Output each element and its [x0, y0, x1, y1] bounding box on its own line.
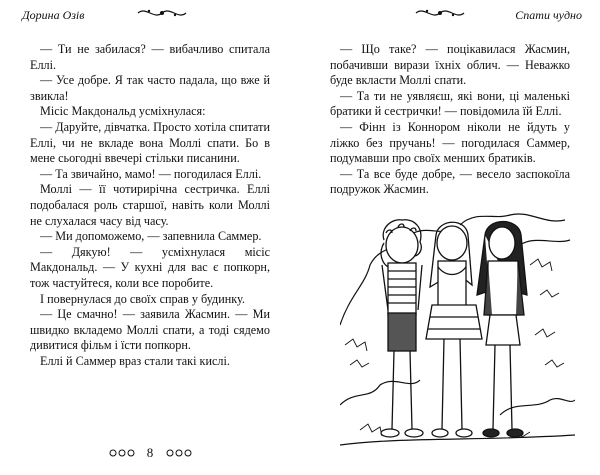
- paragraph: — Усе добре. Я так часто падала, що вже й звикла!: [30, 73, 270, 103]
- right-page-text: [330, 42, 570, 198]
- paragraph: — Ти не забилася? — вибачливо спитала Еллі.: [30, 42, 270, 72]
- header-ornament-left: [136, 6, 188, 20]
- header-ornament-right: [414, 6, 466, 20]
- paragraph: Еллі й Саммер враз стали такі кислі.: [40, 353, 230, 368]
- paragraph: — Та ти не уявляєш, які вони, ці маленькі братики й сестрички! — повідомила їй Еллі.: [330, 88, 570, 119]
- paragraph: — Що таке? — поцікавилася Жасмин, побачивши вирази їхніх облич. — Неважко буде вкласти Моллі спати.: [330, 42, 570, 88]
- running-header-title: Спати чудно: [515, 8, 582, 22]
- running-header-author: Дорина Озів: [22, 8, 85, 22]
- page-footer: [0, 444, 300, 461]
- paragraph: — Та все буде добре, — весело заспокоїла подружок Жасмин.: [330, 166, 570, 197]
- paragraph: І повернулася до своїх справ у будинку.: [40, 291, 245, 306]
- girls-illustration: [340, 205, 575, 460]
- paragraph: — Та звичайно, мамо! — погодилася Еллі.: [40, 166, 262, 181]
- left-page-text: [30, 42, 270, 369]
- paragraph: — Дякую! — усміхнулася місіс Макдональд. — У кухні для вас є попкорн, тож частуйтеся, коли все поробите.: [30, 244, 270, 290]
- paragraph: — Це смачно! — заявила Жасмин. — Ми швидко вкладемо Моллі спати, а тоді сядемо дивитися фільм і їсти попкорн.: [30, 307, 270, 353]
- footer-flourish-left: [108, 447, 136, 459]
- page-number: 8: [146, 445, 154, 460]
- paragraph: Моллі — її чотирирічна сестричка. Еллі подобалася роль старшої, навіть коли Моллі не слухалася часу від часу.: [30, 182, 270, 228]
- paragraph: Місіс Макдональд усміхнулася:: [40, 104, 206, 119]
- paragraph: — Ми допоможемо, — запевнила Саммер.: [40, 229, 262, 244]
- paragraph: — Фінн із Коннором ніколи не йдуть у ліжко без пручань! — погодилася Саммер, подумавши про своїх менших братиків.: [330, 119, 570, 166]
- paragraph: — Даруйте, дівчатка. Просто хотіла спитати Еллі, чи не вкладе вона Моллі спати. Бо в мене сьогодні ввечері стільки писанини.: [30, 119, 270, 166]
- footer-flourish-right: [165, 447, 193, 459]
